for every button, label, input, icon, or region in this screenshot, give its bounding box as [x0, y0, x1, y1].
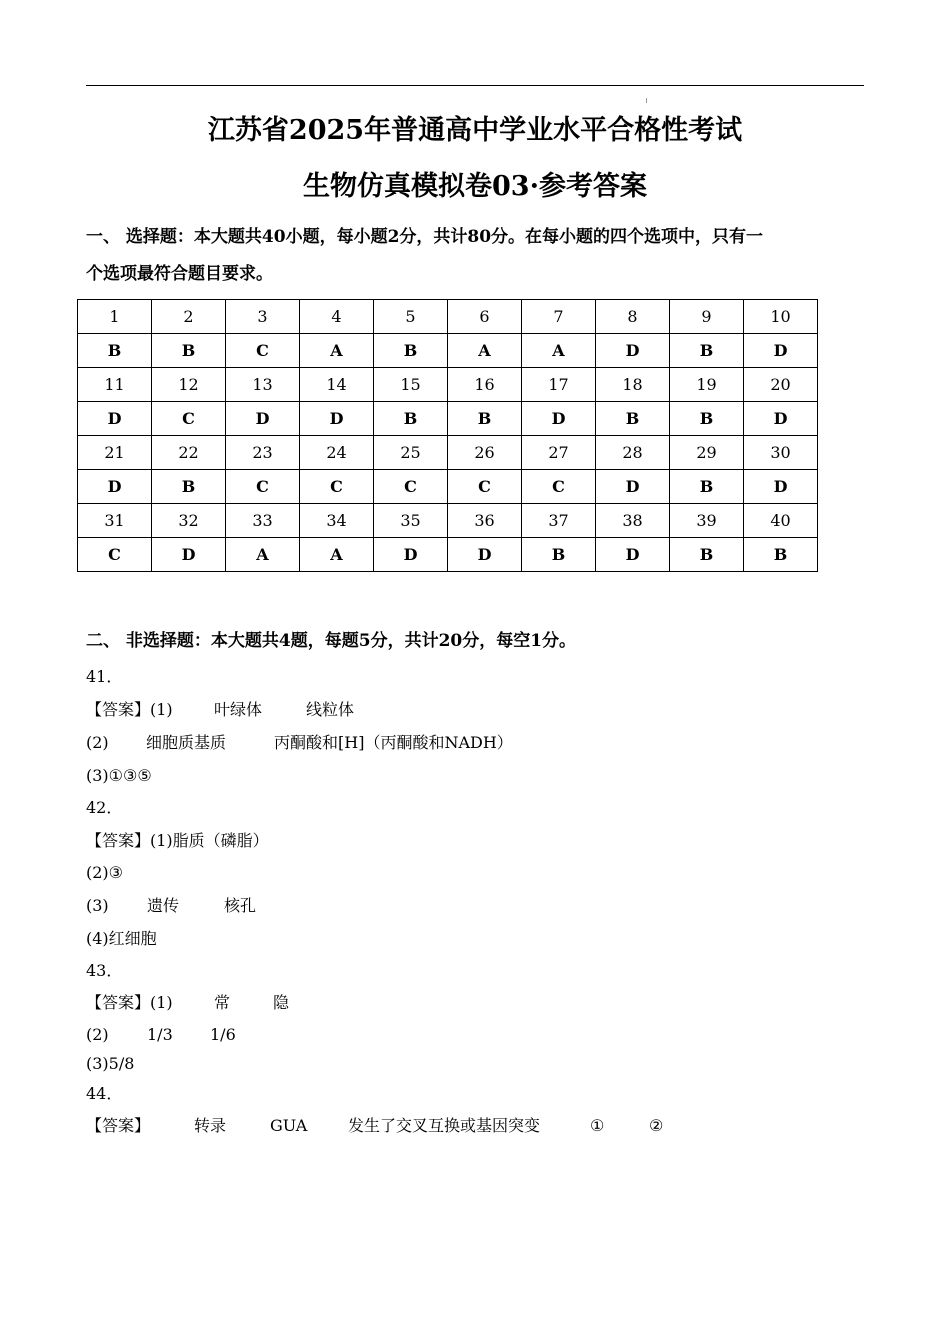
q42-answer-line2: (2)③	[86, 863, 124, 882]
q42-l3-blank2: 核孔	[224, 896, 257, 915]
question-number-cell: 26	[448, 436, 522, 470]
question-number-cell: 27	[522, 436, 596, 470]
answer-letter-cell: D	[744, 334, 818, 368]
q43-answer-line2	[86, 1025, 236, 1045]
answer-letter-cell: B	[374, 334, 448, 368]
q41-l1-blank1: 叶绿体	[214, 700, 263, 719]
question-number-cell: 14	[300, 368, 374, 402]
answer-letter-cell: D	[226, 402, 300, 436]
answer-letter-cell: B	[152, 470, 226, 504]
answer-letter-cell: B	[670, 470, 744, 504]
answer-letter-cell: C	[226, 470, 300, 504]
q44-l1-blank1: 转录	[194, 1116, 227, 1135]
question-number-cell: 34	[300, 504, 374, 538]
answer-letter-cell: A	[522, 334, 596, 368]
question-number-cell: 21	[78, 436, 152, 470]
q42-answer-line4: (4)红细胞	[86, 929, 157, 948]
answer-letter-cell: B	[522, 538, 596, 572]
q42-l3-blank1: 遗传	[147, 896, 180, 915]
q43-l1-blank2: 隐	[273, 993, 290, 1012]
question-number-cell: 25	[374, 436, 448, 470]
answer-letter-cell: D	[448, 538, 522, 572]
q41-l2-label: (2)	[86, 733, 109, 752]
q44-number: 44．	[86, 1084, 123, 1103]
question-number-cell: 32	[152, 504, 226, 538]
answer-table	[77, 299, 818, 572]
question-number-cell: 13	[226, 368, 300, 402]
answer-letter-cell: D	[522, 402, 596, 436]
q44-l1-blank3: 发生了交叉互换或基因突变	[348, 1116, 541, 1135]
answer-letter-cell: C	[78, 538, 152, 572]
answer-letter-cell: D	[78, 402, 152, 436]
question-number-cell: 29	[670, 436, 744, 470]
answer-letter-cell: A	[300, 538, 374, 572]
answer-letter-cell: D	[596, 538, 670, 572]
q44-l1-blank2: GUA	[270, 1116, 308, 1135]
exam-title: 江苏省2025年普通高中学业水平合格性考试	[207, 115, 743, 146]
answer-letter-cell: C	[152, 402, 226, 436]
q44-answer-line1	[86, 1116, 663, 1136]
question-number-cell: 20	[744, 368, 818, 402]
answer-letter-cell: D	[744, 402, 818, 436]
answer-letter-cell: C	[226, 334, 300, 368]
answer-letter-cell: D	[300, 402, 374, 436]
question-number-cell: 22	[152, 436, 226, 470]
q43-l1-label: 【答案】(1)	[86, 993, 173, 1012]
question-number-cell: 2	[152, 300, 226, 334]
q41-answer-line1	[86, 700, 354, 720]
q43-number: 43．	[86, 961, 123, 980]
q42-answer-line3	[86, 896, 256, 916]
answer-letter-cell: D	[152, 538, 226, 572]
answer-letter-cell: D	[744, 470, 818, 504]
question-number-cell: 38	[596, 504, 670, 538]
question-number-cell: 7	[522, 300, 596, 334]
question-number-cell: 31	[78, 504, 152, 538]
q43-l2-blank1: 1/3	[147, 1025, 173, 1044]
question-number-cell: 23	[226, 436, 300, 470]
question-number-cell: 12	[152, 368, 226, 402]
question-number-cell: 40	[744, 504, 818, 538]
q43-answer-line3: (3)5/8	[86, 1054, 135, 1073]
table-row	[78, 334, 818, 368]
answer-letter-cell: B	[670, 402, 744, 436]
table-row	[78, 538, 818, 572]
question-number-cell: 3	[226, 300, 300, 334]
question-number-cell: 30	[744, 436, 818, 470]
question-number-cell: 17	[522, 368, 596, 402]
answer-letter-cell: B	[78, 334, 152, 368]
question-number-cell: 18	[596, 368, 670, 402]
answer-letter-cell: B	[670, 334, 744, 368]
question-number-cell: 33	[226, 504, 300, 538]
answer-letter-cell: B	[152, 334, 226, 368]
table-row	[78, 402, 818, 436]
q42-number: 42．	[86, 798, 123, 817]
header-rule	[86, 85, 864, 86]
answer-letter-cell: C	[300, 470, 374, 504]
question-number-cell: 37	[522, 504, 596, 538]
q44-l1-label: 【答案】	[86, 1116, 151, 1135]
question-number-cell: 28	[596, 436, 670, 470]
q41-answer-line2	[86, 733, 513, 753]
answer-letter-cell: C	[448, 470, 522, 504]
q44-l1-blank5: ②	[649, 1116, 664, 1135]
table-row	[78, 300, 818, 334]
table-row	[78, 368, 818, 402]
question-number-cell: 35	[374, 504, 448, 538]
question-number-cell: 10	[744, 300, 818, 334]
answer-letter-cell: C	[374, 470, 448, 504]
q41-l2-blank1: 细胞质基质	[146, 733, 227, 752]
q42-answer-line1: 【答案】(1)脂质（磷脂）	[86, 831, 269, 850]
answer-letter-cell: D	[596, 334, 670, 368]
question-number-cell: 16	[448, 368, 522, 402]
answer-letter-cell: B	[744, 538, 818, 572]
question-number-cell: 6	[448, 300, 522, 334]
exam-subtitle: 生物仿真模拟卷03·参考答案	[303, 171, 647, 202]
header-mark	[646, 98, 647, 103]
question-number-cell: 24	[300, 436, 374, 470]
answer-letter-cell: A	[226, 538, 300, 572]
question-number-cell: 1	[78, 300, 152, 334]
q41-answer-line3: (3)①③⑤	[86, 766, 152, 785]
q43-l2-label: (2)	[86, 1025, 109, 1044]
answer-letter-cell: B	[596, 402, 670, 436]
answer-letter-cell: B	[448, 402, 522, 436]
answer-letter-cell: D	[374, 538, 448, 572]
question-number-cell: 15	[374, 368, 448, 402]
section2-heading: 二、 非选择题：本大题共4题，每题5分，共计20分，每空1分。	[86, 631, 577, 651]
q41-l1-blank2: 线粒体	[306, 700, 355, 719]
table-row	[78, 504, 818, 538]
q43-answer-line1	[86, 993, 289, 1013]
question-number-cell: 5	[374, 300, 448, 334]
answer-letter-cell: D	[596, 470, 670, 504]
q42-l3-label: (3)	[86, 896, 109, 915]
q43-l1-blank1: 常	[214, 993, 231, 1012]
answer-letter-cell: C	[522, 470, 596, 504]
q41-l2-blank2: 丙酮酸和[H]（丙酮酸和NADH）	[274, 733, 513, 752]
table-row	[78, 436, 818, 470]
question-number-cell: 11	[78, 368, 152, 402]
question-number-cell: 39	[670, 504, 744, 538]
answer-letter-cell: B	[670, 538, 744, 572]
question-number-cell: 19	[670, 368, 744, 402]
q41-l1-label: 【答案】(1)	[86, 700, 173, 719]
question-number-cell: 36	[448, 504, 522, 538]
section1-heading: 一、 选择题：本大题共40小题，每小题2分，共计80分。在每小题的四个选项中，只有一	[86, 227, 764, 247]
question-number-cell: 9	[670, 300, 744, 334]
answer-letter-cell: A	[300, 334, 374, 368]
question-number-cell: 8	[596, 300, 670, 334]
q43-l2-blank2: 1/6	[210, 1025, 236, 1044]
answer-letter-cell: D	[78, 470, 152, 504]
q44-l1-blank4: ①	[590, 1116, 605, 1135]
table-row	[78, 470, 818, 504]
section1-heading-cont: 个选项最符合题目要求。	[86, 264, 273, 284]
question-number-cell: 4	[300, 300, 374, 334]
q41-number: 41．	[86, 667, 123, 686]
answer-letter-cell: B	[374, 402, 448, 436]
answer-letter-cell: A	[448, 334, 522, 368]
